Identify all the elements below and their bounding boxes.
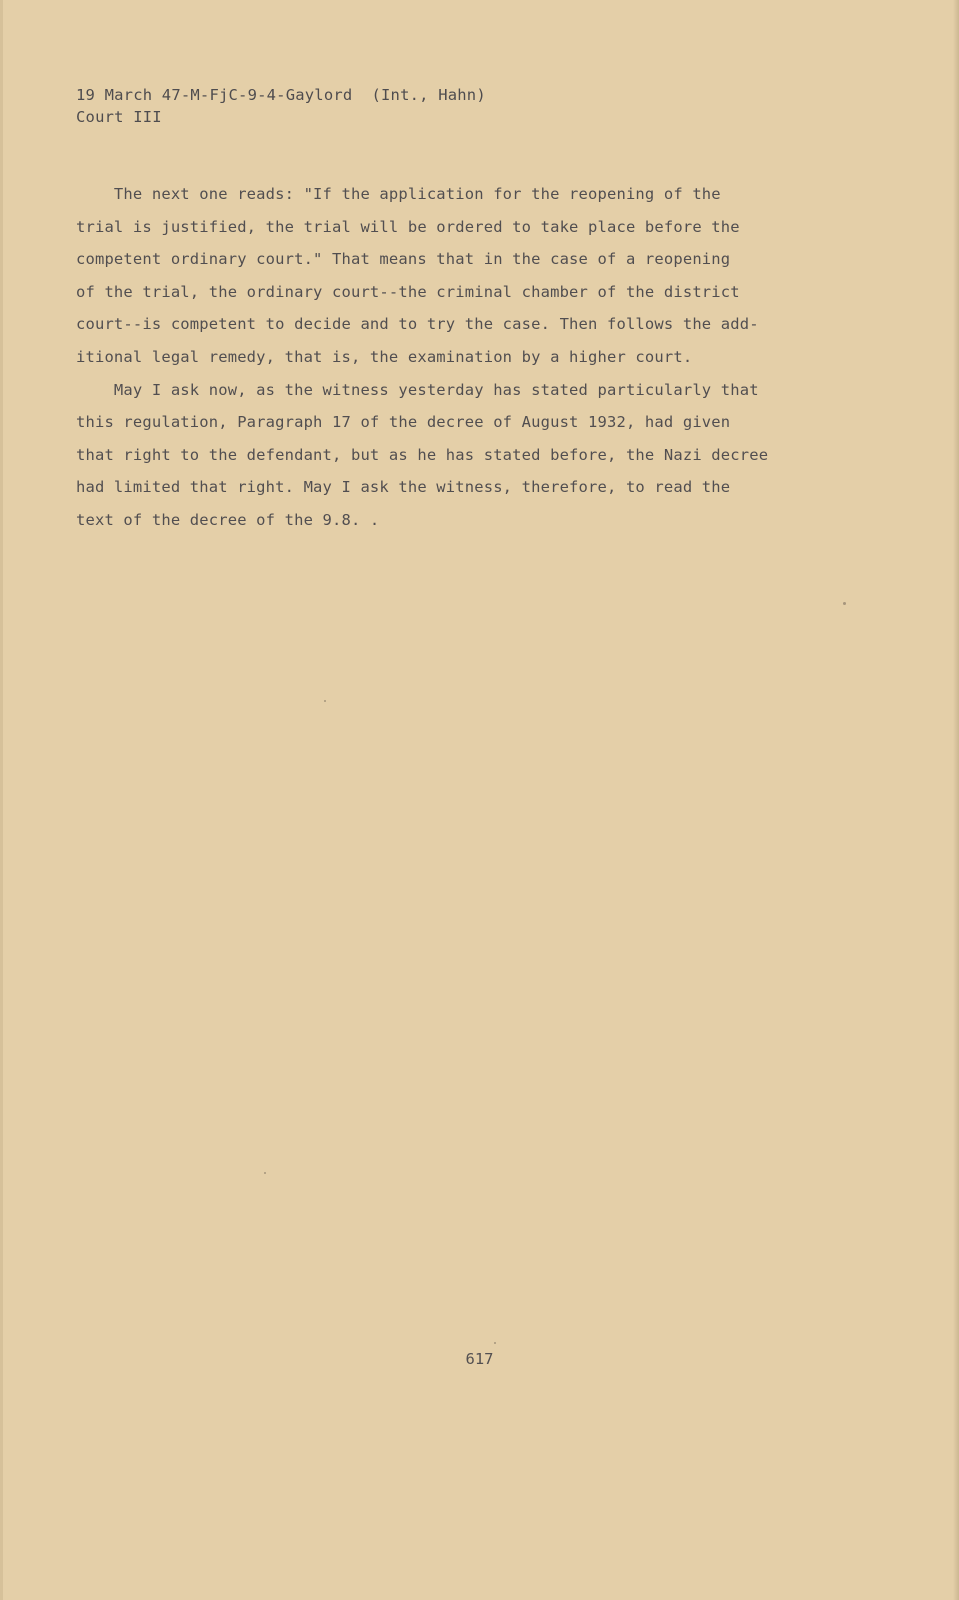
paper-speck [843, 602, 846, 605]
transcript-line: itional legal remedy, that is, the examination by a higher court. [76, 347, 693, 366]
paper-speck [494, 1342, 496, 1344]
transcript-line: competent ordinary court." That means that in the case of a reopening [76, 250, 731, 269]
transcript-body [76, 178, 836, 537]
transcript-line: The next one reads: "If the application for the reopening of the [76, 185, 721, 203]
transcript-line: court--is competent to decide and to try the case. Then follows the add- [76, 315, 759, 334]
transcript-line: that right to the defendant, but as he has stated before, the Nazi decree [76, 445, 769, 464]
transcript-line: text of the decree of the 9.8. . [76, 510, 380, 529]
header-court: Court III [76, 108, 162, 126]
document-header [76, 84, 486, 128]
transcript-line: this regulation, Paragraph 17 of the decree of August 1932, had given [76, 413, 731, 432]
paper-speck [324, 700, 326, 702]
header-date-reference: 19 March 47-M-FjC-9-4-Gaylord (Int., Hahn) [76, 86, 486, 104]
transcript-line: had limited that right. May I ask the witness, therefore, to read the [76, 478, 731, 497]
transcript-line: of the trial, the ordinary court--the criminal chamber of the district [76, 282, 740, 301]
paper-speck [264, 1172, 266, 1174]
page-number: 617 [465, 1350, 494, 1368]
transcript-line: May I ask now, as the witness yesterday has stated particularly that [76, 380, 759, 399]
transcript-line: trial is justified, the trial will be ordered to take place before the [76, 217, 740, 236]
